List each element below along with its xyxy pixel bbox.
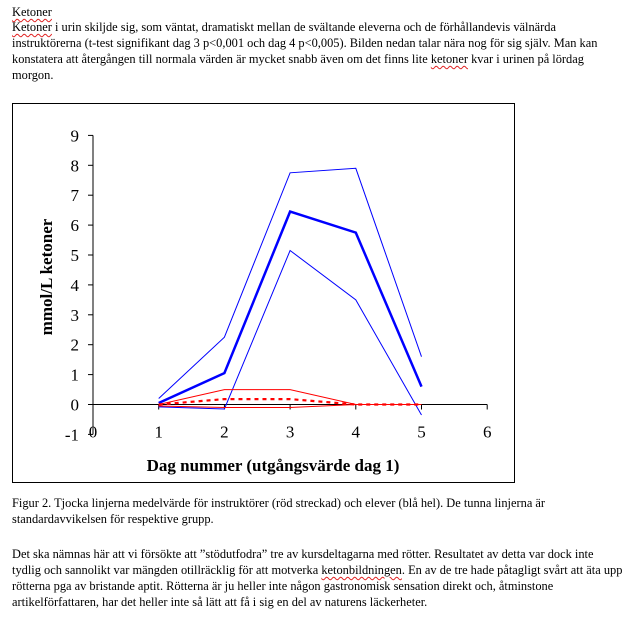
y-tick-label-0: 0 bbox=[70, 395, 79, 415]
intro-word-ketoner-2: ketoner bbox=[430, 52, 468, 66]
x-tick-label-0: 0 bbox=[88, 422, 98, 442]
y-tick-label-4: 4 bbox=[70, 275, 79, 295]
closing-word-ketonbildningen: ketonbildningen bbox=[321, 563, 402, 577]
ketone-line-chart bbox=[13, 104, 516, 484]
series-line-elever-sd-upper bbox=[159, 168, 422, 398]
x-tick-label-5: 5 bbox=[417, 422, 426, 442]
y-tick-label-8: 8 bbox=[70, 156, 79, 176]
closing-text-1: Det ska nämnas här att vi försökte att ”stödutfodra” tre av kursdeltagarna med rötter. Resultatet av detta var dock inte tydlig och sannolikt var mängden otillräcklig för att motverka bbox=[12, 547, 594, 577]
figure-caption: Figur 2. Tjocka linjerna medelvärde för instruktörer (röd streckad) och elever (blå hel). De tunna linjerna är standardavvikelsen för respektive grupp. bbox=[12, 496, 546, 526]
x-axis-title: Dag nummer (utgångsvärde dag 1) bbox=[146, 456, 400, 475]
closing-text-2: . En av de tre hade påtagligt svårt att äta upp rötterna pga av bristande aptit. Rötterna är ju heller inte någon gastronomisk sensation direkt och, åtminstone artikelförfattaren, har det heller inte så lätt att få i sig en del av naturens läckerheter. bbox=[12, 563, 623, 609]
heading-text: Ketoner bbox=[12, 5, 52, 19]
y-tick-label-5: 5 bbox=[70, 246, 79, 265]
closing-paragraph bbox=[12, 546, 624, 610]
intro-paragraph bbox=[12, 19, 624, 83]
x-tick-label-1: 1 bbox=[154, 422, 163, 442]
x-tick-label-6: 6 bbox=[482, 422, 492, 442]
y-tick-label-2: 2 bbox=[70, 335, 79, 355]
figure-frame bbox=[12, 103, 515, 483]
section-heading bbox=[12, 4, 624, 20]
series-line-instruktorer-sd-upper bbox=[159, 390, 422, 405]
intro-text-2: kvar i urinen på lördag morgon. bbox=[12, 52, 584, 82]
y-tick-label-9: 9 bbox=[70, 126, 79, 146]
series-line-instruktorer-mean bbox=[159, 399, 422, 404]
y-tick-label--1: -1 bbox=[64, 425, 79, 445]
intro-text-1: i urin skiljde sig, som väntat, dramatiskt mellan de svältande eleverna och de förhållandevis välnärda instruktörerna (t-test signifikant dag 3 p<0,001 och dag 4 p<0,005). Bilden nedan talar nära nog för sig själv. Man kan konstatera att återgången till normala värden är mycket snabb även om det finns lite bbox=[12, 20, 598, 66]
y-tick-label-7: 7 bbox=[70, 186, 79, 206]
y-tick-label-1: 1 bbox=[70, 365, 79, 385]
y-tick-label-6: 6 bbox=[70, 216, 79, 236]
y-axis-title: mmol/L ketoner bbox=[37, 218, 56, 336]
intro-word-ketoner: Ketoner bbox=[12, 20, 52, 34]
x-tick-label-2: 2 bbox=[220, 422, 229, 442]
series-line-elever-mean bbox=[159, 212, 422, 403]
x-tick-label-3: 3 bbox=[285, 422, 295, 442]
series-line-elever-sd-lower bbox=[159, 251, 422, 416]
x-tick-label-4: 4 bbox=[351, 422, 361, 442]
y-tick-label-3: 3 bbox=[70, 305, 79, 325]
